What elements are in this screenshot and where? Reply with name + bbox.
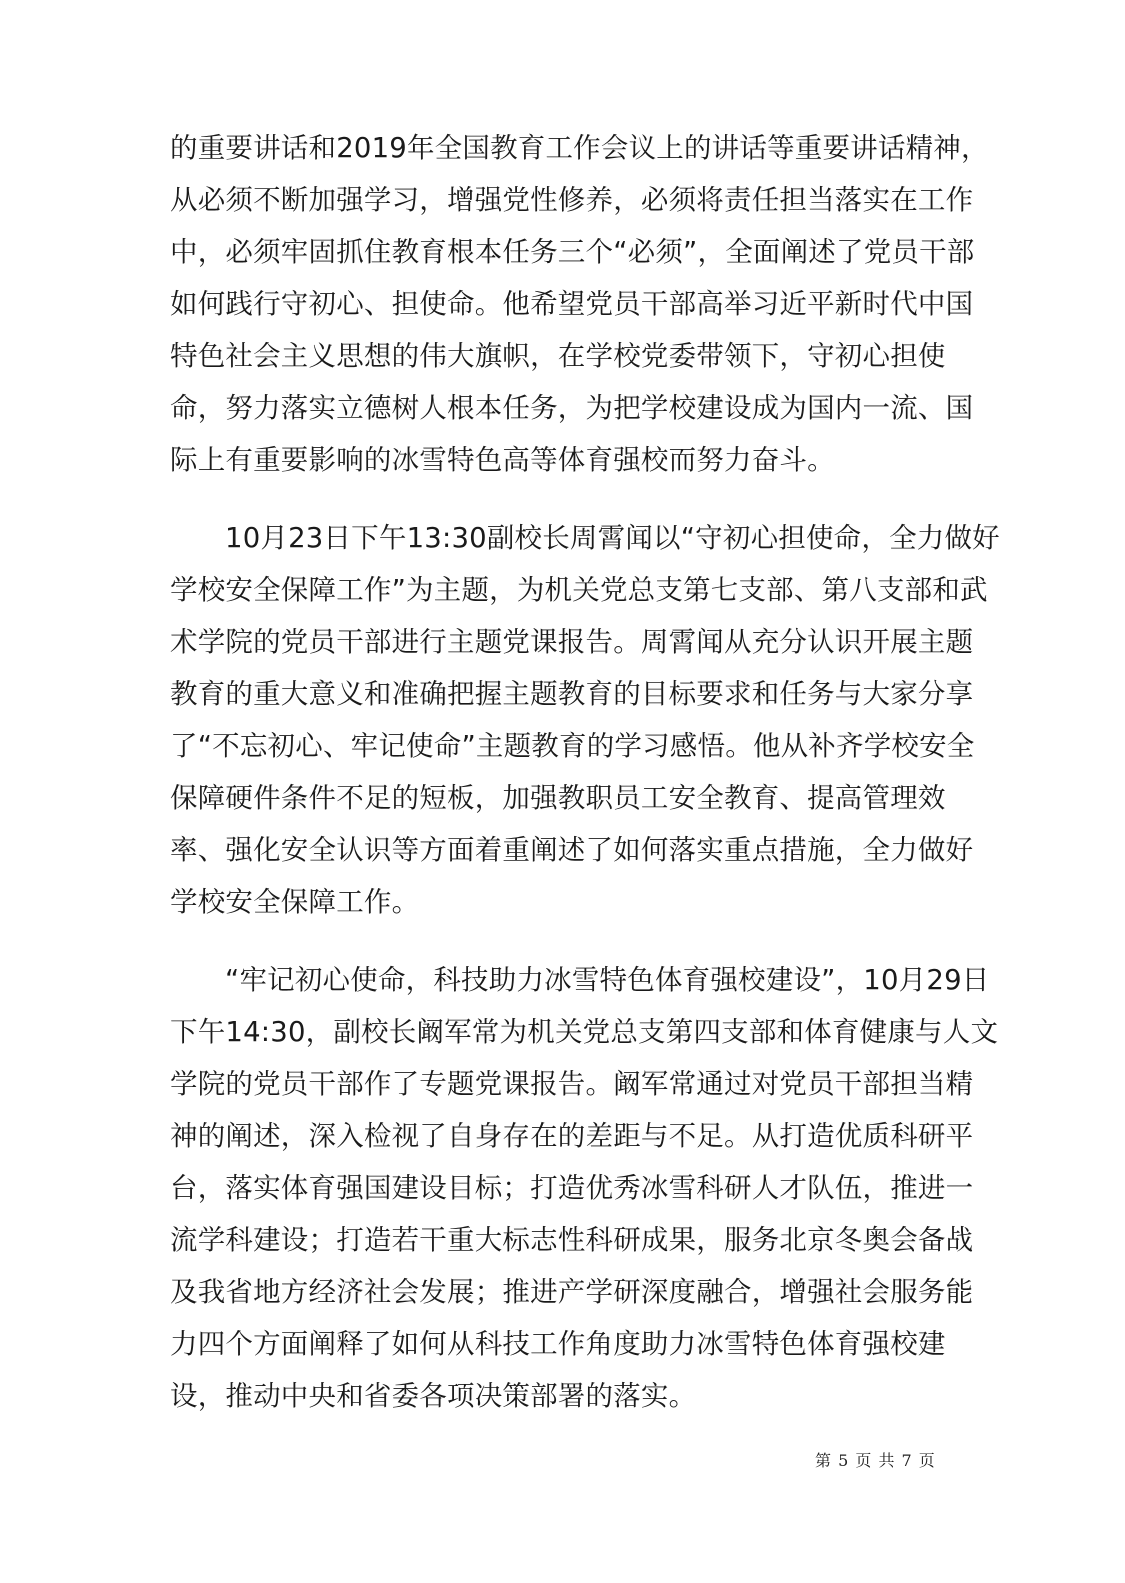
text-line: 了“不忘初心、牢记使命”主题教育的学习感悟。他从补齐学校安全 xyxy=(170,730,975,762)
text-line: 流学科建设；打造若干重大标志性科研成果，服务北京冬奥会备战 xyxy=(170,1224,974,1256)
text-line: 下午14:30，副校长阚军常为机关党总支第四支部和体育健康与人文 xyxy=(170,1016,999,1048)
text-line: 术学院的党员干部进行主题党课报告。周霄闻从充分认识开展主题 xyxy=(170,626,974,658)
paragraph-1 xyxy=(170,122,989,486)
text-line: 保障硬件条件不足的短板，加强教职员工安全教育、提高管理效 xyxy=(170,782,946,814)
text-line: 台，落实体育强国建设目标；打造优秀冰雪科研人才队伍，推进一 xyxy=(170,1172,974,1204)
text-line: 如何践行守初心、担使命。他希望党员干部高举习近平新时代中国 xyxy=(170,288,974,320)
text-line: 设，推动中央和省委各项决策部署的落实。 xyxy=(170,1380,697,1412)
paragraph-2 xyxy=(170,512,1000,928)
text-line: 教育的重大意义和准确把握主题教育的目标要求和任务与大家分享 xyxy=(170,678,974,710)
text-line: 力四个方面阐释了如何从科技工作角度助力冰雪特色体育强校建 xyxy=(170,1328,946,1360)
text-line: 及我省地方经济社会发展；推进产学研深度融合，增强社会服务能 xyxy=(170,1276,974,1308)
text-line: 际上有重要影响的冰雪特色高等体育强校而努力奋斗。 xyxy=(170,444,835,476)
paragraph-3 xyxy=(170,954,999,1422)
text-line: 神的阐述，深入检视了自身存在的差距与不足。从打造优质科研平 xyxy=(170,1120,974,1152)
paragraph-spacer xyxy=(170,486,950,512)
text-line: 学院的党员干部作了专题党课报告。阚军常通过对党员干部担当精 xyxy=(170,1068,974,1100)
text-line: 中，必须牢固抓住教育根本任务三个“必须”，全面阐述了党员干部 xyxy=(170,236,975,268)
text-line: 从必须不断加强学习，增强党性修养，必须将责任担当落实在工作 xyxy=(170,184,974,216)
paragraph-spacer xyxy=(170,928,950,954)
text-line: 特色社会主义思想的伟大旗帜，在学校党委带领下，守初心担使 xyxy=(170,340,946,372)
text-line: “牢记初心使命，科技助力冰雪特色体育强校建设”，10月29日 xyxy=(225,964,990,996)
text-line: 学校安全保障工作。 xyxy=(170,886,420,918)
page-number: 第 5 页 共 7 页 xyxy=(815,1451,936,1470)
text-line: 学校安全保障工作”为主题，为机关党总支第七支部、第八支部和武 xyxy=(170,574,988,606)
text-line: 率、强化安全认识等方面着重阐述了如何落实重点措施，全力做好 xyxy=(170,834,974,866)
document-body xyxy=(170,122,1000,1422)
text-line: 10月23日下午13:30副校长周霄闻以“守初心担使命，全力做好 xyxy=(225,522,1000,554)
text-line: 命，努力落实立德树人根本任务，为把学校建设成为国内一流、国 xyxy=(170,392,974,424)
text-line: 的重要讲话和2019年全国教育工作会议上的讲话等重要讲话精神， xyxy=(170,132,989,164)
